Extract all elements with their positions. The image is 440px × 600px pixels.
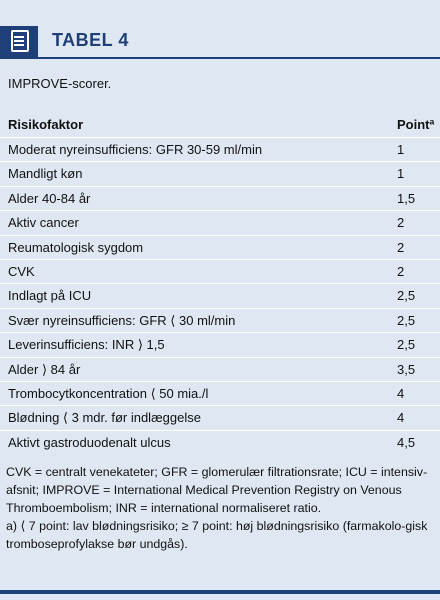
table-row [0,259,440,283]
footnote-abbreviations: CVK = centralt venekateter; GFR = glomerulær filtrationsrate; ICU = intensiv-afsnit; IMPROVE = International Medical Prevention Registry on Venous Thromboembolism; INR = international normaliseret ratio. [6,465,428,515]
table-footnote [6,463,434,553]
points-cell: 2,5 [397,337,416,353]
column-header-points: Pointª [397,117,435,132]
risk-factor-cell: Svær nyreinsufficiens: GFR ⟨ 30 ml/min [8,312,236,328]
risk-factor-cell: Trombocytkoncentration ⟨ 50 mia./l [8,385,209,401]
points-cell: 2 [397,215,405,231]
points-cell: 2 [397,263,405,279]
table-row [0,283,440,307]
table-row [0,332,440,356]
risk-factor-cell: Mandligt køn [8,166,83,182]
points-cell: 2,5 [397,288,416,304]
table-row [0,161,440,185]
table-row [0,381,440,405]
points-cell: 1,5 [397,190,416,206]
risk-factor-cell: Aktivt gastroduodenalt ulcus [8,434,171,450]
points-cell: 1 [397,166,405,182]
points-cell: 4 [397,385,405,401]
table-title: TABEL 4 [52,30,129,50]
table-subtitle: IMPROVE-scorer. [8,76,112,91]
risk-factor-cell: Blødning ⟨ 3 mdr. før indlæggelse [8,410,201,426]
column-header-factor: Risikofaktor [8,117,84,132]
table-row [0,137,440,161]
table-row [0,405,440,429]
points-cell: 4 [397,410,405,426]
table-row [0,308,440,332]
footnote-a: a) ⟨ 7 point: lav blødningsrisiko; ≥ 7 point: høj blødningsrisiko (farmakolo-gisk tromboseprofylakse bør undgås). [6,519,428,551]
risk-factor-cell: Alder ⟩ 84 år [8,361,81,377]
table-head-row [0,113,440,137]
score-table [0,113,440,454]
table-row [0,210,440,234]
points-cell: 2,5 [397,312,416,328]
bottom-divider [0,590,440,594]
header-divider [0,57,440,59]
points-cell: 4,5 [397,434,416,450]
table-row [0,235,440,259]
risk-factor-cell: Alder 40-84 år [8,190,91,206]
table-row [0,186,440,210]
risk-factor-cell: Moderat nyreinsufficiens: GFR 30-59 ml/min [8,142,263,157]
points-cell: 2 [397,239,405,255]
risk-factor-cell: Leverinsufficiens: INR ⟩ 1,5 [8,337,165,353]
risk-factor-cell: Indlagt på ICU [8,288,92,304]
risk-factor-cell: Aktiv cancer [8,215,79,231]
document-icon [0,26,38,58]
table-row [0,357,440,381]
risk-factor-cell: Reumatologisk sygdom [8,239,144,255]
points-cell: 1 [397,142,405,157]
table-row [0,430,440,454]
risk-factor-cell: CVK [8,263,35,279]
points-cell: 3,5 [397,361,416,377]
table-header [0,0,440,60]
